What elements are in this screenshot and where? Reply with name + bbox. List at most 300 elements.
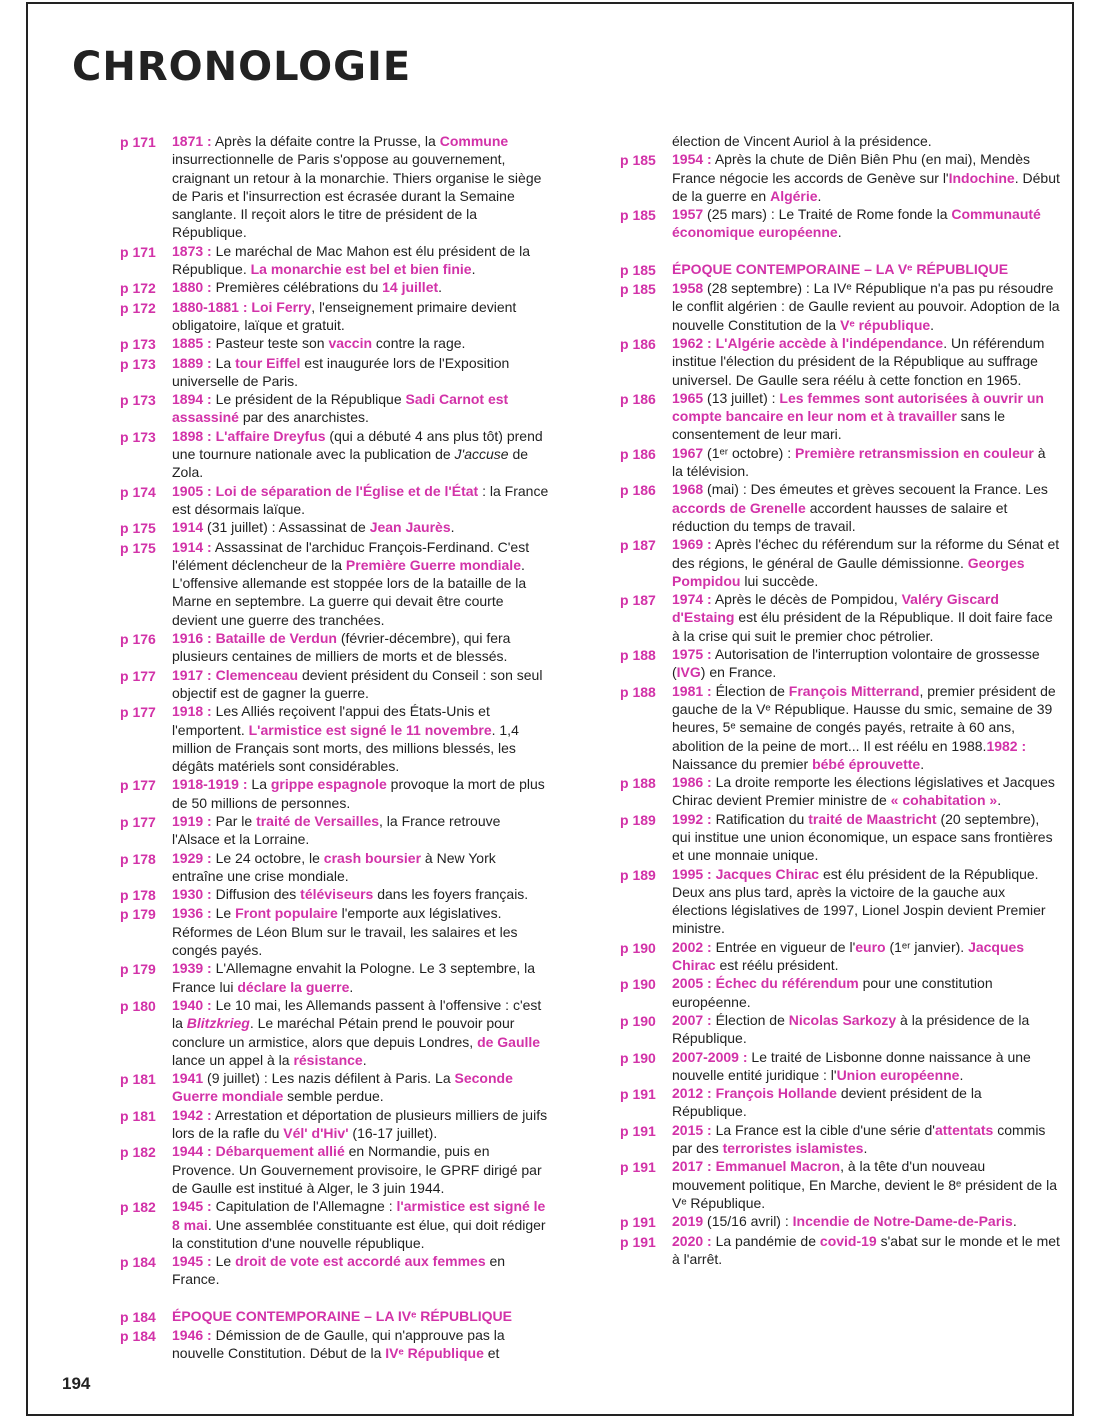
- entry-text: [172, 390, 550, 427]
- timeline-entry: [120, 278, 550, 297]
- highlight-text: Indochine: [948, 169, 1015, 186]
- entry-date: 1871 :: [172, 133, 212, 149]
- timeline-entry: [120, 1307, 550, 1326]
- page-reference: p 190: [620, 1049, 656, 1066]
- entry-text: [672, 773, 1060, 810]
- entry-date: 2015 :: [672, 1121, 712, 1138]
- highlight-text: Jacques Chirac: [672, 938, 1025, 974]
- entry-text: [172, 334, 550, 353]
- timeline-entry: [620, 1048, 1060, 1085]
- entry-text: [672, 1121, 1060, 1158]
- timeline-entry: [620, 334, 1060, 389]
- page-number: 194: [62, 1374, 91, 1393]
- highlight-text: Jean Jaurès: [369, 519, 451, 536]
- body-text: Arrestation et déportation de plusieurs milliers de juifs lors de la rafle du: [172, 1106, 548, 1142]
- page-reference: p 191: [620, 1233, 656, 1250]
- entry-text: [672, 865, 1060, 938]
- page-reference: p 177: [120, 667, 156, 684]
- entry-text: [172, 538, 550, 629]
- page-reference: p 173: [120, 392, 156, 409]
- entry-text: [672, 645, 1060, 682]
- body-text: Élection de: [711, 1011, 789, 1028]
- timeline-entry: [120, 959, 550, 996]
- highlight-text: Sadi Carnot est assassiné: [172, 391, 509, 426]
- timeline-entry: [620, 865, 1060, 938]
- timeline-entry: [620, 1121, 1060, 1158]
- entry-text: [172, 482, 550, 519]
- highlight-text: Valéry Giscard d'Estaing: [672, 591, 999, 626]
- body-text: Après le décès de Pompidou,: [711, 591, 902, 608]
- body-text: Après la chute de Diên Biên Phu (en mai), Mendès France négocie les accords de Genève sur l': [672, 151, 1030, 186]
- body-text: , premier président de gauche de la Vᵉ République. Hausse du smic, semaine de 39 heures, 5ᵉ semaine de congés payés, retraite à 60 ans, abolition de la peine de mort... Il est réélu en 1988.: [672, 682, 1056, 754]
- body-text: . L'offensive allemande est stoppée lors de la bataille de la Marne en septembre. La guerre qui devait être courte devient une guerre des tranchées.: [172, 556, 527, 628]
- body-text: et: [483, 1345, 500, 1362]
- entry-date: 1914 :: [172, 538, 212, 555]
- entry-date: 1880-1881 : Loi Ferry: [172, 298, 312, 315]
- body-text: . Le maréchal Pétain prend le pouvoir pour conclure un armistice, alors que depuis Londres,: [172, 1015, 515, 1050]
- entry-text: [672, 150, 1060, 205]
- entry-date: 2020 :: [672, 1232, 712, 1249]
- body-text: Élection de: [711, 682, 789, 699]
- body-text: Le 24 octobre, le: [211, 849, 324, 866]
- entry-text: [172, 1197, 550, 1252]
- body-text: .: [438, 279, 443, 296]
- entry-text: [672, 1048, 1060, 1085]
- timeline-entry: [120, 518, 550, 537]
- highlight-text: Incendie de Notre-Dame-de-Paris: [792, 1213, 1013, 1230]
- entry-date: 1885 :: [172, 335, 212, 352]
- timeline-entry: [620, 1232, 1060, 1269]
- highlight-text: terroristes islamistes: [722, 1140, 864, 1157]
- page-reference: p 185: [620, 261, 656, 278]
- body-text: Par le: [211, 812, 257, 829]
- page-reference: p 184: [120, 1254, 156, 1271]
- body-text: ) en France.: [700, 664, 777, 681]
- section-heading: [672, 260, 1060, 279]
- entry-date: 1945 :: [172, 1253, 212, 1270]
- timeline-entry: [620, 279, 1060, 334]
- timeline-entry: [120, 538, 550, 629]
- page-reference: p 173: [120, 336, 156, 353]
- body-text: contre la rage.: [372, 335, 466, 352]
- page-reference: p 180: [120, 997, 156, 1014]
- entry-date: 2012 : François Hollande: [672, 1085, 837, 1102]
- body-text: est élu président de la République. Deux ans plus tard, après la victoire de la gauche aux élections législatives de 1997, Lionel Jospin devient Premier ministre.: [672, 865, 1046, 937]
- page-reference: p 185: [620, 207, 656, 224]
- highlight-text: droit de vote est accordé aux femmes: [235, 1253, 486, 1270]
- highlight-text: crash boursier: [323, 849, 422, 866]
- body-text: La: [247, 776, 271, 793]
- body-text: .: [959, 1066, 964, 1083]
- highlight-text: accords de Grenelle: [672, 499, 806, 516]
- page-reference: p 181: [120, 1071, 156, 1088]
- highlight-text: IVᵉ République: [385, 1345, 484, 1362]
- highlight-text: Blitzkrieg: [186, 1015, 250, 1032]
- timeline-entry: [620, 480, 1060, 535]
- page-reference: p 175: [120, 520, 156, 537]
- page-title: CHRONOLOGIE: [72, 44, 412, 90]
- body-text: (31 juillet) : Assassinat de: [203, 519, 370, 536]
- page-reference: p 190: [620, 939, 656, 956]
- entry-date: 1957: [672, 206, 704, 223]
- entry-text: [172, 666, 550, 703]
- timeline-entry: [120, 702, 550, 775]
- page-reference: p 178: [120, 887, 156, 904]
- page-reference: p 185: [620, 281, 656, 298]
- entry-date: 1919 :: [172, 812, 212, 829]
- highlight-text: « cohabitation »: [890, 792, 998, 809]
- body-text: Naissance du premier: [672, 755, 813, 772]
- entry-text: [672, 1157, 1060, 1212]
- body-text: Premières célébrations du: [211, 279, 383, 296]
- timeline-entry: [120, 1142, 550, 1197]
- body-text: (1ᵉʳ janvier).: [885, 938, 969, 955]
- entry-text: [172, 1069, 550, 1106]
- entry-text: [172, 812, 550, 849]
- body-text: accordent hausses de salaire et réduction du temps de travail.: [672, 499, 1008, 534]
- timeline-entry: [620, 645, 1060, 682]
- entry-date: 1958: [672, 280, 704, 297]
- section-heading: [172, 1307, 550, 1326]
- entry-date: 2007-2009 :: [672, 1048, 748, 1065]
- entry-date: 1975 :: [672, 646, 712, 663]
- entry-text: [672, 1232, 1060, 1269]
- highlight-text: IVG: [676, 664, 701, 681]
- entry-date: 1880 :: [172, 279, 212, 296]
- body-text: .: [1012, 1213, 1017, 1230]
- entry-text: [172, 242, 550, 279]
- body-text: (février-décembre), qui fera plusieurs centaines de milliers de morts et de blessés.: [172, 630, 511, 665]
- timeline-entry: [120, 482, 550, 519]
- highlight-text: Georges Pompidou: [672, 554, 1025, 589]
- entry-text: [172, 959, 550, 996]
- entry-date: 1889 :: [172, 354, 212, 371]
- entry-text: [672, 974, 1060, 1011]
- entry-date: 1992 :: [672, 810, 712, 827]
- timeline-right-column: [620, 132, 1060, 1268]
- timeline-entry: [620, 810, 1060, 865]
- entry-text: [672, 480, 1060, 535]
- highlight-text: grippe espagnole: [270, 776, 387, 793]
- entry-date: ÉPOQUE CONTEMPORAINE – LA Vᵉ RÉPUBLIQUE: [672, 260, 1009, 277]
- entry-text: [672, 389, 1060, 444]
- page-reference: p 182: [120, 1199, 156, 1216]
- entry-date: 1942 :: [172, 1106, 212, 1123]
- body-text: Démission de de Gaulle, qui n'approuve pas la nouvelle Constitution. Début de la: [172, 1327, 505, 1362]
- body-text: à New York entraîne une crise mondiale.: [172, 849, 496, 884]
- timeline-entry: [620, 150, 1060, 205]
- page-reference: p 186: [620, 390, 656, 407]
- entry-text: [672, 444, 1060, 481]
- entry-text: [672, 535, 1060, 590]
- highlight-text: tour Eiffel: [235, 354, 301, 371]
- entry-date: 1944 : Débarquement allié: [172, 1143, 345, 1160]
- entry-date: 1918 :: [172, 703, 212, 720]
- continued-text: élection de Vincent Auriol à la présidence.: [672, 133, 932, 149]
- timeline-entry: [120, 132, 550, 242]
- page-reference: p 190: [620, 976, 656, 993]
- body-text: , à la tête d'un nouveau mouvement politique, En Marche, devient le 8ᵉ président de la Vᵉ République.: [672, 1158, 1057, 1211]
- entry-text: [172, 132, 550, 242]
- entry-date: 2017 : Emmanuel Macron: [672, 1158, 841, 1175]
- entry-date: 1930 :: [172, 886, 212, 903]
- timeline-entry: [620, 773, 1060, 810]
- timeline-entry: [620, 682, 1060, 773]
- body-text: Le président de la République: [211, 391, 406, 408]
- timeline-entry: [620, 535, 1060, 590]
- body-text: devient président de la République.: [672, 1085, 982, 1120]
- body-text: .: [930, 316, 935, 333]
- highlight-text: résistance: [293, 1051, 363, 1068]
- highlight-text: Union européenne: [836, 1066, 960, 1083]
- body-text: lui succède.: [740, 572, 819, 589]
- entry-text: [172, 1106, 550, 1143]
- body-text: .: [920, 755, 925, 772]
- body-text: (20 septembre), qui institue une union économique, un espace sans frontières et une monnaie unique.: [672, 810, 1053, 864]
- page-reference: p 173: [120, 355, 156, 372]
- body-text: en France.: [172, 1253, 506, 1288]
- entry-text: [672, 938, 1060, 975]
- body-text: . Une assemblée constituante est élue, qui doit rédiger la constitution d'une nouvelle république.: [172, 1216, 546, 1251]
- body-text: La droite remporte les élections législatives et Jacques Chirac devient Premier ministre de: [672, 774, 1055, 809]
- entry-text: [172, 278, 550, 297]
- body-text: à la présidence de la République.: [672, 1011, 1030, 1047]
- body-text: La: [211, 354, 236, 371]
- entry-text: [672, 1084, 1060, 1121]
- entry-date: 2005 : Échec du référendum: [672, 975, 859, 992]
- body-text: .: [450, 519, 455, 536]
- page-reference: p 184: [120, 1328, 156, 1344]
- body-text: à la télévision.: [672, 444, 1046, 480]
- entry-date: 1940 :: [172, 996, 212, 1013]
- page-reference: p 188: [620, 775, 656, 792]
- entry-date: 1914: [172, 519, 204, 536]
- body-text: Le: [211, 905, 236, 922]
- highlight-text: euro: [855, 938, 886, 955]
- page-reference: p 188: [620, 683, 656, 700]
- body-text: . 1,4 million de Français sont morts, des millions blessés, les dégâts matériels sont considérables.: [172, 721, 519, 775]
- timeline-entry: [120, 390, 550, 427]
- body-text: .: [837, 224, 842, 241]
- body-text: Ratification du: [711, 810, 809, 827]
- body-text: (15/16 avril) :: [703, 1213, 793, 1230]
- entry-text: [672, 279, 1060, 334]
- entry-date: 1962 : L'Algérie accède à l'indépendance: [672, 334, 944, 351]
- body-text: provoque la mort de plus de 50 millions de personnes.: [172, 776, 545, 811]
- entry-date: 1898 : L'affaire Dreyfus: [172, 427, 326, 444]
- entry-date: 1967: [672, 444, 704, 461]
- entry-date: 1941: [172, 1070, 204, 1087]
- body-text: . Un référendum institue l'élection du président de la République au suffrage universel. De Gaulle sera réélu à cette fonction en 1965.: [672, 334, 1045, 388]
- highlight-text: Commune: [439, 133, 509, 149]
- entry-date: 1954 :: [672, 151, 712, 168]
- body-text: . Début de la guerre en: [672, 169, 1060, 204]
- body-text: pour une constitution européenne.: [672, 975, 993, 1010]
- page-reference: p 179: [120, 961, 156, 978]
- timeline-entry: [120, 775, 550, 812]
- highlight-text: Vᵉ république: [840, 316, 931, 333]
- timeline-entry: [120, 334, 550, 353]
- body-text: .: [362, 1051, 367, 1068]
- timeline-entry: [120, 666, 550, 703]
- body-text: Le 10 mai, les Allemands passent à l'offensive : c'est la: [172, 996, 542, 1032]
- body-text: commis par des: [672, 1121, 1046, 1157]
- entry-date: 1936 :: [172, 905, 212, 922]
- page-reference: p 182: [120, 1144, 156, 1161]
- highlight-text: bébé éprouvette: [812, 755, 921, 772]
- entry-text: [672, 1011, 1060, 1048]
- body-text: Le traité de Lisbonne donne naissance à une nouvelle entité juridique : l': [672, 1048, 1031, 1083]
- entry-text: [172, 775, 550, 812]
- timeline-entry: [620, 260, 1060, 279]
- highlight-text: François Mitterrand: [788, 682, 920, 699]
- timeline-entry: [620, 938, 1060, 975]
- highlight-text: covid-19: [819, 1232, 877, 1249]
- entry-date: 1873 :: [172, 242, 212, 259]
- timeline-entry: [620, 974, 1060, 1011]
- highlight-text: Communauté économique européenne: [672, 206, 1041, 241]
- body-text: en Normandie, puis en Provence. Un Gouvernement provisoire, le GPRF dirigé par de Gaulle est institué à Alger, le 3 juin 1944.: [172, 1143, 542, 1196]
- page-reference: p 179: [120, 906, 156, 923]
- body-text: Pasteur teste son: [211, 335, 329, 352]
- highlight-text: Les femmes sont autorisées à ouvrir un compte bancaire en leur nom et à travailler: [672, 389, 1044, 425]
- body-text: Autorisation de l'interruption volontaire de grossesse (: [672, 646, 1040, 681]
- page-reference: p 189: [620, 866, 656, 883]
- timeline-entry: [120, 904, 550, 959]
- timeline-entry: [120, 298, 550, 335]
- page-reference: p 187: [620, 592, 656, 609]
- page-reference: p 187: [620, 537, 656, 554]
- highlight-text: Seconde Guerre mondiale: [172, 1070, 513, 1105]
- body-text: La France est la cible d'une série d': [711, 1121, 935, 1138]
- highlight-text: traité de Versailles: [256, 812, 380, 829]
- entry-date: 1969 :: [672, 536, 712, 553]
- body-text: (25 mars) : Le Traité de Rome fonde la: [703, 206, 952, 223]
- body-text: sans le consentement de leur mari.: [672, 408, 1006, 443]
- highlight-text: l'armistice est signé le 8 mai: [172, 1198, 546, 1233]
- body-text: L'Allemagne envahit la Pologne. Le 3 septembre, la France lui: [172, 960, 536, 995]
- highlight-text: Première retransmission en couleur: [794, 444, 1034, 461]
- page-reference: p 177: [120, 813, 156, 830]
- highlight-text: Front populaire: [235, 905, 338, 922]
- body-text: (13 juillet) :: [703, 389, 780, 406]
- timeline-entry: [120, 1197, 550, 1252]
- body-text: (qui a débuté 4 ans plus tôt) prend une tournure nationale avec la publication de: [172, 427, 543, 463]
- entry-date: 1939 :: [172, 960, 212, 977]
- entry-text: [672, 590, 1060, 645]
- body-text: est réélu président.: [715, 957, 839, 974]
- entry-date: 1995 : Jacques Chirac: [672, 865, 820, 882]
- body-text: est élu président de la République. Il doit faire face à la crise qui suit le premier choc pétrolier.: [672, 609, 1053, 644]
- entry-text: [672, 682, 1060, 773]
- entry-date: 1968: [672, 481, 704, 498]
- entry-text: [172, 702, 550, 775]
- body-text: Le maréchal de Mac Mahon est élu président de la République.: [172, 242, 530, 278]
- timeline-entry: [620, 389, 1060, 444]
- timeline-entry: [620, 444, 1060, 481]
- highlight-text: 14 juillet: [382, 279, 439, 296]
- body-text: devient président du Conseil : son seul objectif est de gagner la guerre.: [172, 666, 543, 701]
- timeline-entry: [620, 1212, 1060, 1231]
- body-text: : la France est désormais laïque.: [172, 482, 549, 517]
- page-reference: p 191: [620, 1086, 656, 1103]
- page-reference: p 178: [120, 850, 156, 867]
- page-reference: p 191: [620, 1214, 656, 1231]
- timeline-entry: [120, 242, 550, 279]
- entry-date: 2007 :: [672, 1011, 712, 1028]
- highlight-text: L'armistice est signé le 11 novembre: [248, 721, 492, 738]
- timeline-left-column: [120, 132, 550, 1363]
- body-text: (1ᵉʳ octobre) :: [703, 444, 795, 461]
- entry-date: 1894 :: [172, 391, 212, 408]
- entry-text: [172, 996, 550, 1069]
- body-text: La pandémie de: [711, 1232, 820, 1249]
- timeline-entry: [620, 1011, 1060, 1048]
- body-text: .: [349, 978, 354, 995]
- body-text: par des anarchistes.: [238, 409, 369, 426]
- entry-text: [672, 205, 1060, 242]
- body-text: , l'enseignement primaire devient obligatoire, laïque et gratuit.: [172, 298, 517, 333]
- timeline-entry: [120, 629, 550, 666]
- entry-date: 1965: [672, 389, 704, 406]
- entry-date: 1905 : Loi de séparation de l'Église et de l'État: [172, 482, 479, 499]
- page-reference: p 188: [620, 647, 656, 664]
- page-reference: p 177: [120, 704, 156, 721]
- entry-date: 1918-1919 :: [172, 776, 248, 793]
- body-text: est inaugurée lors de l'Exposition universelle de Paris.: [172, 354, 510, 389]
- body-text: (28 septembre) : La IVᵉ République n'a pas pu résoudre le conflit algérien : de Gaulle revient au pouvoir. Adoption de la nouvelle Constitution de la: [672, 280, 1060, 333]
- highlight-text: déclare la guerre: [237, 978, 350, 995]
- page-reference: p 189: [620, 811, 656, 828]
- entry-date: 1986 :: [672, 774, 712, 791]
- entry-date: 1929 :: [172, 849, 212, 866]
- body-text: dans les foyers français.: [373, 886, 529, 903]
- entry-date: 2002 :: [672, 938, 712, 955]
- highlight-text: Nicolas Sarkozy: [788, 1011, 897, 1028]
- page-reference: p 173: [120, 428, 156, 445]
- entry-date: ÉPOQUE CONTEMPORAINE – LA IVᵉ RÉPUBLIQUE: [172, 1307, 513, 1324]
- entry-text: [672, 810, 1060, 865]
- body-text: Capitulation de l'Allemagne :: [211, 1198, 397, 1215]
- entry-date: 2019: [672, 1213, 704, 1230]
- body-text: semble perdue.: [283, 1088, 384, 1105]
- entry-text: [172, 354, 550, 391]
- entry-text: [172, 1326, 550, 1363]
- timeline-entry: [120, 849, 550, 886]
- page-reference: p 184: [120, 1308, 156, 1325]
- page-reference: p 176: [120, 631, 156, 648]
- body-text: Entrée en vigueur de l': [711, 938, 856, 955]
- timeline-entry: [120, 1106, 550, 1143]
- page-reference: p 186: [620, 445, 656, 462]
- entry-date: 1946 :: [172, 1327, 212, 1343]
- page-reference: p 171: [120, 243, 156, 260]
- timeline-entry: [120, 885, 550, 904]
- page-reference: p 191: [620, 1122, 656, 1139]
- entry-text: [172, 1142, 550, 1197]
- entry-date: 1917 : Clemenceau: [172, 666, 299, 683]
- page-reference: p 181: [120, 1107, 156, 1124]
- entry-date: 1916 : Bataille de Verdun: [172, 630, 337, 647]
- body-text: Après l'échec du référendum sur la réforme du Sénat et des régions, le général de Gaulle démissionne.: [672, 536, 1060, 571]
- highlight-text: traité de Maastricht: [808, 810, 937, 827]
- entry-text: [172, 518, 550, 537]
- page-reference: p 186: [620, 335, 656, 352]
- highlight-text: Vél' d'Hiv': [283, 1125, 349, 1142]
- highlight-text: La monarchie est bel et bien finie: [250, 261, 472, 278]
- body-text: .: [471, 261, 476, 278]
- body-text: .: [863, 1140, 868, 1157]
